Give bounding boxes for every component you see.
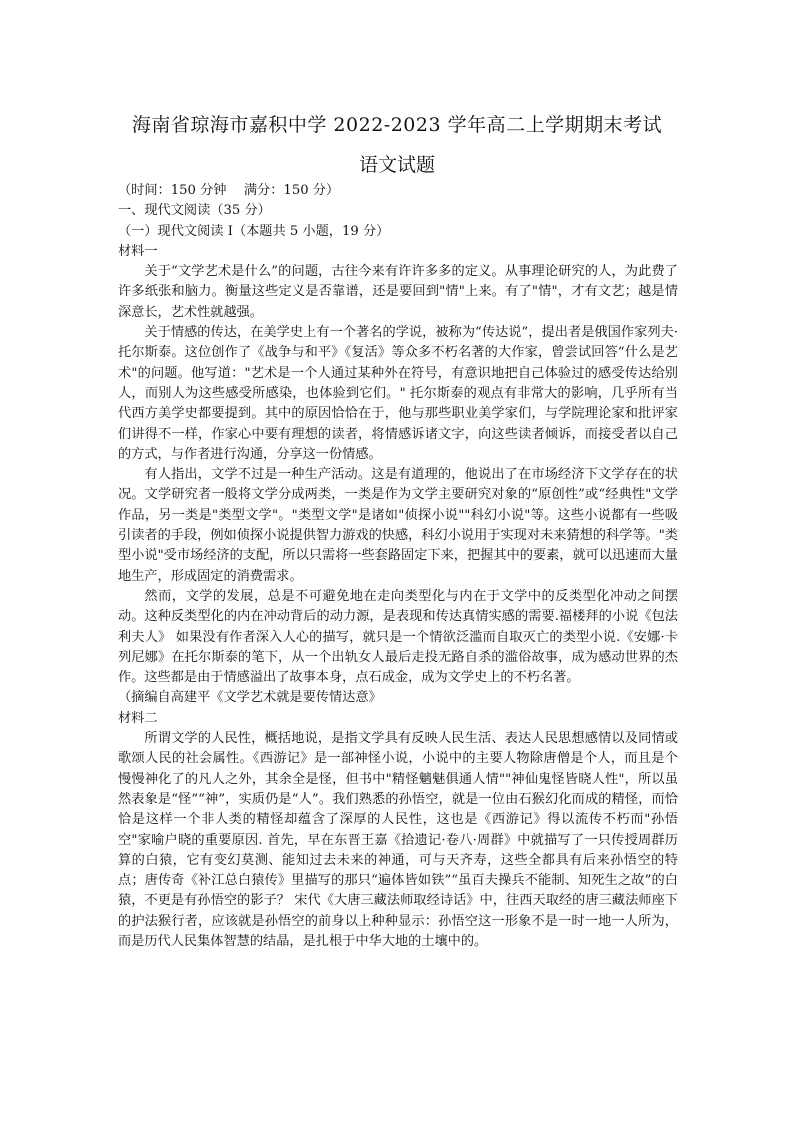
exam-subtitle: 语文试题 [358,154,435,176]
time-score-line: （时间：150 分钟 满分：150 分） [118,183,340,198]
section-heading: 一、现代文阅读（35 分） [118,203,271,219]
document-body [118,181,678,952]
subsection-heading: （一）现代文阅读 I（本题共 5 小题，19 分） [118,223,390,239]
exam-title: 海南省琼海市嘉积中学 2022-2023 学年高二上学期期末考试 [131,114,663,136]
material-label: 材料一 [118,243,158,259]
paragraph: 关于“文学艺术是什么”的问题，古往今来有许许多多的定义。从事理论研究的人，为此费了许多纸张和脑力。衡量这些定义是否靠谱，还是要回到"情"上来。有了"情"，才有文艺；越是情深意长，艺术性就越强。 [118,264,678,320]
paragraph: 有人指出，文学不过是一种生产活动。这是有道理的，他说出了在市场经济下文学存在的状况。文学研究者一般将文学分成两类，一类是作为文学主要研究对象的“原创性”或“经典性"文学作品，另一类是"类型文学"。"类型文学"是诸如"侦探小说""科幻小说"等。这些小说都有一些吸引读者的手段，例如侦探小说提供智力游戏的快感，科幻小说用于实现对未来猜想的科学等。"类型小说"受市场经济的支配，所以只需将一些套路固定下来，把握其中的要素，就可以迅速而大量地生产，形成固定的消费需求。 [118,467,678,584]
paragraph: 所谓文学的人民性，概括地说，是指文学具有反映人民生活、表达人民思想感情以及同情或歌颂人民的社会属性。《西游记》是一部神怪小说，小说中的主要人物除唐僧是个人，而且是个慢慢神化了的凡人之外，其余全是怪，但书中"精怪魑魅俱通人情""神仙鬼怪皆晓人性"，所以虽然表象是“怪”“神”，实质仍是“人”。我们熟悉的孙悟空，就是一位由石猴幻化而成的精怪，而恰恰是这样一个非人类的精怪却蕴含了深厚的人民性，这也是《西游记》得以流传不朽而"孙悟空"家喻户晓的重要原因. 首先，早在东晋王嘉《拾遗记·卷八·周群》中就描写了一只传授周群历算的白猿，它有变幻莫测、能知过去未来的神通，可与天齐寿，这些全都具有后来孙悟空的特点；唐传奇《补江总白猿传》里描写的那只“遍体皆如铁”“虽百夫操兵不能制、知死生之故”的白猿，不更是有孙悟空的影子？ 宋代《大唐三藏法师取经诗话》中，往西天取经的唐三藏法师座下的护法猴行者，应该就是孙悟空的前身以上种种显示：孙悟空这一形象不是一时一地一人所为，而是历代人民集体智慧的结晶，是扎根于中华大地的土壤中的。 [118,731,678,949]
source-citation: （摘编自高建平《文学艺术就是要传情达意》 [118,690,382,706]
paragraph: 然而，文学的发展，总是不可避免地在走向类型化与内在于文学中的反类型化冲动之间摆动。这种反类型化的内在冲动背后的动力源，是表现和传达真情实感的需要.福楼拜的小说《包法利夫人》 如果没有作者深入人心的描写，就只是一个情欲泛滥而自取灭亡的类型小说.《安娜·卡列尼娜》在托尔斯泰的笔下，从一个出轨女人最后走投无路自杀的滥俗故事，成为感动世界的杰作。这些都是由于情感溢出了故事本身，点石成金，成为文学史上的不朽名著。 [118,588,678,686]
material-label: 材料二 [118,710,158,726]
paragraph: 关于情感的传达，在美学史上有一个著名的学说，被称为“传达说”，提出者是俄国作家列夫·托尔斯泰。这位创作了《战争与和平》《复活》等众多不朽名著的大作家，曾尝试回答“什么是艺术"的问题。他写道："艺术是一个人通过某种外在符号，有意识地把自己体验过的感受传达给别人，而别人为这些感受所感染，也体验到它们。" 托尔斯泰的观点有非常大的影响，几乎所有当代西方美学史都要提到。其中的原因恰恰在于，他与那些职业美学家们，与学院理论家和批评家们讲得不一样，作家心中要有理想的读者，将情感诉诸文字，向这些读者倾诉，而接受者以自己的方式，与作者进行沟通，分享这一份情感。 [118,325,678,462]
